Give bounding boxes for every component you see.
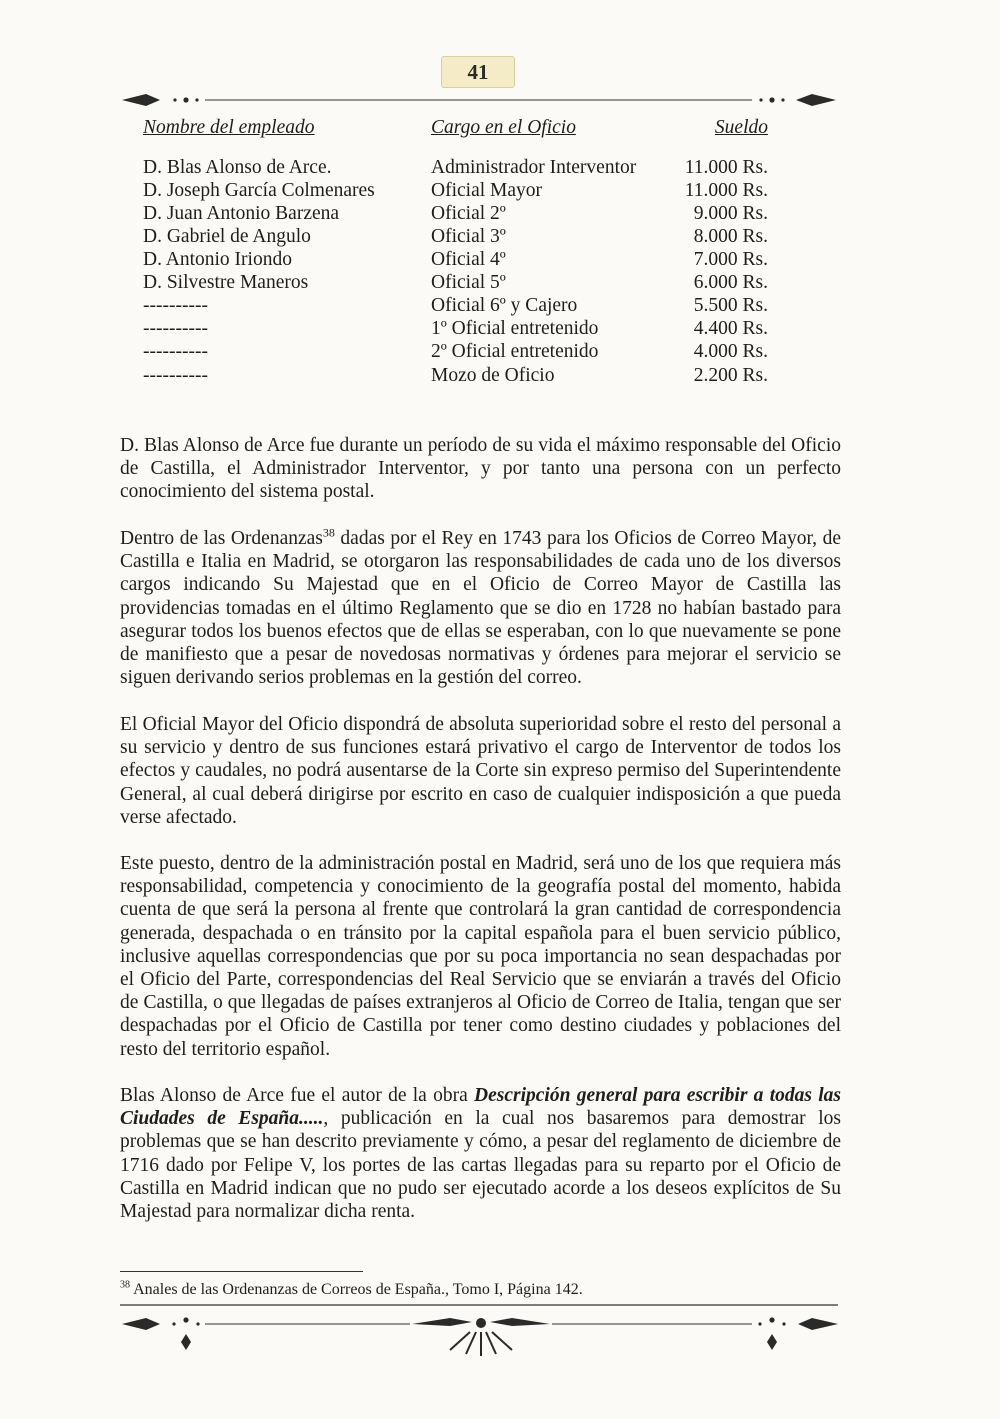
paragraph-2-rest: dadas por el Rey en 1743 para los Oficios de Correo Mayor, de Castilla e Italia en Madrid, se otorgaron las responsabilidades de cada uno de los diversos cargos indicando Su Majestad que en el Oficio de Correo Mayor de Castilla las providencias tomadas en el último Reglamento que se dio en 1728 no habían bastado para asegurar todos los buenos efectos que de ellas se esperaban, con lo que nuevamente se pone de manifiesto que a pesar de novedosas normativas y órdenes para mejorar el servicio se siguen derivando serios problemas en la gestión del correo. (120, 528, 841, 689)
employee-sueldo: 9.000 Rs. (693, 203, 768, 224)
footnote-text: Anales de las Ordenanzas de Correos de España., Tomo I, Página 142. (130, 1281, 583, 1298)
paragraph-3: El Oficial Mayor del Oficio dispondrá de absoluta superioridad sobre el resto del personal a su servicio y dentro de sus funciones estará privativo el cargo de Interventor de todos los efectos y caudales, no podrá ausentarse de la Corte sin expreso permiso del Superintendente General, al cual deberá dirigirse por escrito en caso de cualquier indisposición a que pueda verse afectado. (120, 714, 841, 828)
employee-cargo: Oficial 4º (431, 249, 506, 270)
employee-cargo: Administrador Interventor (431, 157, 637, 178)
employee-sueldo: 7.000 Rs. (693, 249, 768, 270)
employee-cargo: Oficial 3º (431, 226, 506, 247)
employee-sueldo: 6.000 Rs. (693, 272, 768, 293)
employee-name: D. Antonio Iriondo (143, 249, 292, 270)
book-title: Descripción general para escribir a todas las Ciudades de España..... (120, 1085, 841, 1130)
employee-cargo: 2º Oficial entretenido (431, 341, 599, 362)
employee-name: D. Juan Antonio Barzena (143, 203, 340, 224)
employee-sueldo: 8.000 Rs. (693, 226, 768, 247)
paragraph-5 (120, 1084, 841, 1223)
paragraph-1: D. Blas Alonso de Arce fue durante un período de su vida el máximo responsable del Oficio de Castilla, el Administrador Interventor, y por tanto una persona con un perfecto conocimiento del sistema postal. (120, 435, 841, 503)
footnote (120, 1281, 840, 1299)
employee-cargo: Oficial 6º y Cajero (431, 295, 578, 316)
employee-name: ---------- (143, 341, 208, 362)
employee-cargo: Mozo de Oficio (431, 365, 555, 386)
employee-name: D. Joseph García Colmenares (143, 180, 375, 201)
employee-sueldo: 5.500 Rs. (693, 295, 768, 316)
top-ornament-rule (0, 90, 1000, 110)
page-number: 41 (441, 56, 515, 88)
employee-name: D. Silvestre Maneros (143, 272, 309, 293)
paragraph-2-start: Dentro de las Ordenanzas (120, 528, 323, 549)
paragraph-5-rest: , publicación en la cual nos basaremos para demostrar los problemas que se han descrito previamente y cómo, a pesar del reglamento de diciembre de 1716 dado por Felipe V, los portes de las cartas llegadas para su reparto por el Oficio de Castilla en Madrid indican que no pudo ser ejecutado acorde a los deseos explícitos de Su Majestad para normalizar dicha renta. (120, 1108, 841, 1223)
employee-cargo: 1º Oficial entretenido (431, 318, 599, 339)
header-sueldo: Sueldo (714, 117, 768, 138)
employee-sueldo: 4.400 Rs. (693, 318, 768, 339)
bottom-ornament-rule (0, 1300, 1000, 1360)
employee-name: ---------- (143, 318, 208, 339)
employee-sueldo: 11.000 Rs. (684, 157, 768, 178)
employee-name: ---------- (143, 295, 208, 316)
employee-cargo: Oficial 5º (431, 272, 506, 293)
employee-sueldo: 2.200 Rs. (693, 365, 768, 386)
employee-cargo: Oficial Mayor (431, 180, 543, 201)
employee-name: D. Gabriel de Angulo (143, 226, 311, 247)
footnote-number: 38 (120, 1279, 130, 1291)
paragraph-2 (120, 527, 841, 689)
footnote-reference: 38 (322, 525, 335, 540)
header-cargo: Cargo en el Oficio (431, 117, 576, 138)
paragraph-4: Este puesto, dentro de la administración postal en Madrid, será uno de los que requiera más responsabilidad, competencia y conocimiento de la geografía postal del momento, habida cuenta de que será la persona al frente que controlará la gran cantidad de correspondencia generada, despachada o en tránsito por la capital española para el buen servicio público, inclusive aquellas correspondencias que por su poca importancia no sean despachadas por el Oficio del Parte, correspondencias del Real Servicio que se enviarán a través del Oficio de Castilla, o que llegadas de países extranjeros al Oficio de Correo de Italia, tengan que ser despachadas por el Oficio de Castilla por tener como destino ciudades y poblaciones del resto del territorio español. (120, 853, 841, 1060)
footnote-divider (120, 1271, 363, 1272)
paragraph-5-start: Blas Alonso de Arce fue el autor de la obra (120, 1085, 475, 1106)
employee-sueldo: 4.000 Rs. (693, 341, 768, 362)
employee-name: D. Blas Alonso de Arce. (143, 157, 332, 178)
employee-cargo: Oficial 2º (431, 203, 506, 224)
employee-name: ---------- (143, 365, 208, 386)
employee-sueldo: 11.000 Rs. (684, 180, 768, 201)
header-name: Nombre del empleado (143, 117, 315, 138)
